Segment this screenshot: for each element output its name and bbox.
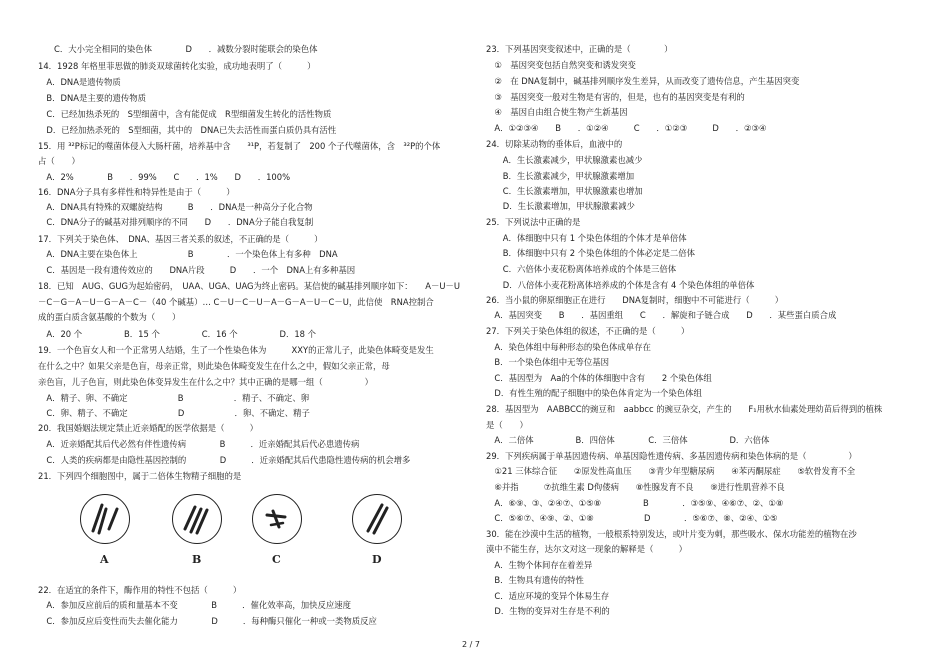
text-line: A．体细胞中只有 1 个染色体组的个体才是单倍体 <box>486 233 687 243</box>
text-line: 16．DNA分子具有多样性和特异性是由于（ ） <box>38 187 235 197</box>
text-line: 30．能在沙漠中生活的植物，一般根系特别发达，或叶片变为刺，那些吸水、保水功能差的植物在沙 <box>486 529 857 539</box>
text-line: 23．下列基因突变叙述中，正确的是（ ） <box>486 44 673 54</box>
text-line: C．适应环境的变异个体易生存 <box>486 591 610 601</box>
text-line: －C－G－A－U－G－A－C－（40 个碱基）… C－U－C－U－A－G－A－U－C－U，此信使 RNA控制合 <box>38 297 434 307</box>
text-line: D．八倍体小麦花粉离体培养成的个体是含有 4 个染色体组的单倍体 <box>486 280 755 290</box>
text-line: ④ 基因自由组合使生物产生新基因 <box>486 107 628 117</box>
text-line: 15．用 ³²P标记的噬菌体侵入大肠杆菌，培养基中含 ³¹P，若复制了 200 个子代噬菌体，含 ³²P的个体 <box>38 141 441 151</box>
text-line: A．参加反应前后的质和量基本不变 B ．催化效率高，加快反应速度 <box>38 600 351 610</box>
text-line: 25．下列说法中正确的是 <box>486 217 581 227</box>
text-line: ⑥并指 ⑦抗维生素 D佝偻病 ⑧性腺发育不良 ⑨进行性肌营养不良 <box>486 482 785 492</box>
text-line: B．生长激素减少，甲状腺激素增加 <box>486 171 635 181</box>
text-line: A．染色体组中每种形态的染色体成单存在 <box>486 342 651 352</box>
text-line: A．生物个体间存在着差异 <box>486 560 593 570</box>
text-line: D．生物的变异对生存是不利的 <box>486 606 610 616</box>
text-line: C．⑤⑥⑦、④⑨、②、①⑧ D ．⑤⑥⑦、⑧、②④、①⑤ <box>486 513 778 523</box>
text-line: B．生物具有遗传的特性 <box>486 575 584 585</box>
cell-diagrams <box>80 494 410 576</box>
text-line: B．一个染色体组中无等位基因 <box>486 357 609 367</box>
text-line: A．DNA具有特殊的双螺旋结构 B ．DNA是一种高分子化合物 <box>38 202 313 212</box>
text-line: A．⑥⑨、③、②④⑦、①⑤⑧ B ．③⑤⑨、④⑥⑦、②、①⑧ <box>486 498 784 508</box>
text-line: 22．在适宜的条件下，酶作用的特性不包括（ ） <box>38 585 242 595</box>
cell-label: C <box>272 553 281 566</box>
text-line: D．有性生殖的配子细胞中的染色体肯定为一个染色体组 <box>486 388 702 398</box>
text-line: A．2% B ．99% C ．1% D ．100% <box>38 172 291 182</box>
text-line: 29．下列疾病属于单基因遗传病、单基因隐性遗传病、多基因遗传病和染色体病的是（ ） <box>486 451 857 461</box>
text-line: 漠中不能生存，达尔文对这一现象的解释是（ ） <box>486 544 687 554</box>
chromosome-icon <box>81 495 129 543</box>
text-line: A．基因突变 B ．基因重组 C ．解旋和子链合成 D ．某些蛋白质合成 <box>486 310 837 320</box>
text-line: C．参加反应后变性而失去催化能力 D ．每种酶只催化一种或一类物质反应 <box>38 616 377 626</box>
text-line: 27．下列关于染色体组的叙述，不正确的是（ ） <box>486 326 690 336</box>
text-line: 26．当小鼠的卵原细胞正在进行 DNA复制时，细胞中不可能进行（ ） <box>486 295 784 305</box>
cell-label: B <box>192 553 202 566</box>
text-line: 在什么之中？如果父亲是色盲，母亲正常，则此染色体畸变发生在什么之中，假如父亲正常，母 <box>38 361 390 371</box>
cell-b <box>172 494 222 544</box>
cell-label: A <box>100 553 109 566</box>
text-line: A．DNA主要在染色体上 B ．一个染色体上有多种 DNA <box>38 249 338 259</box>
text-line: 21．下列四个细胞图中，属于二倍体生物精子细胞的是 <box>38 471 242 481</box>
text-line: 亲色盲，儿子色盲，则此染色体变异发生在什么之中？其中正确的是哪一组（ ） <box>38 377 373 387</box>
text-line: A．近亲婚配其后代必然有伴性遗传病 B ．近亲婚配其后代必患遗传病 <box>38 439 360 449</box>
text-line: ① 基因突变包括自然突变和诱发突变 <box>486 60 636 70</box>
text-line: D．生长激素增加，甲状腺激素减少 <box>486 201 635 211</box>
text-line: A．①②③④ B ．①②④ C ．①②③ D ．②③④ <box>486 123 767 133</box>
text-line: A．精子、卵、不确定 B ．精子、不确定、卵 <box>38 393 310 403</box>
page-number: 2 / 7 <box>462 640 480 649</box>
chromosome-icon <box>353 495 401 543</box>
text-line: 占（ ） <box>38 156 80 166</box>
text-line: C．人类的疾病都是由隐性基因控制的 D ．近亲婚配其后代患隐性遗传病的机会增多 <box>38 455 411 465</box>
chromosome-icon <box>253 495 301 543</box>
text-line: A．DNA是遗传物质 <box>38 77 121 87</box>
text-line: C．基因是一段有遗传效应的 DNA片段 D ．一个 DNA上有多种基因 <box>38 265 356 275</box>
text-line: A．20 个 B．15 个 C．16 个 D．18 个 <box>38 329 317 339</box>
text-line: C．大小完全相同的染色体 D ．减数分裂时能联会的染色体 <box>54 44 318 54</box>
text-line: C．生长激素增加，甲状腺激素也增加 <box>486 186 643 196</box>
text-line: C．基因型为 Aa的个体的体细胞中含有 2 个染色体组 <box>486 373 712 383</box>
text-line: ①21 三体综合征 ②原发性高血压 ③青少年型糖尿病 ④苯丙酮尿症 ⑤软骨发育不全 <box>486 466 856 476</box>
text-line: B．体细胞中只有 2 个染色体组的个体必定是二倍体 <box>486 248 696 258</box>
cell-label: D <box>372 553 382 566</box>
cell-c <box>252 494 302 544</box>
cell-a <box>80 494 130 544</box>
text-line: 20．我国婚姻法规定禁止近亲婚配的医学依据是（ ） <box>38 423 259 433</box>
chromosome-icon <box>173 495 221 543</box>
text-line: 14．1928 年格里菲思做的肺炎双球菌转化实验，成功地表明了（ ） <box>38 61 316 71</box>
text-line: 17．下列关于染色体、 DNA、基因三者关系的叙述，不正确的是（ ） <box>38 234 323 244</box>
text-line: C．六倍体小麦花粉离体培养成的个体是三倍体 <box>486 264 677 274</box>
text-line: 24．切除某动物的垂体后，血液中的 <box>486 139 623 149</box>
text-line: A．二倍体 B．四倍体 C．三倍体 D．六倍体 <box>486 435 770 445</box>
text-line: D．已经加热杀死的 S型细菌，其中的 DNA已失去活性而蛋白质仍具有活性 <box>38 125 337 135</box>
text-line: B．DNA是主要的遗传物质 <box>38 93 146 103</box>
text-line: 是（ ） <box>486 420 528 430</box>
text-line: 19．一个色盲女人和一个正常男人结婚，生了一个性染色体为 XXY的正常儿子，此染色体畸变是发生 <box>38 345 434 355</box>
cell-d <box>352 494 402 544</box>
text-line: C．已经加热杀死的 S型细菌中，含有能促成 R型细菌发生转化的活性物质 <box>38 109 332 119</box>
text-line: C．DNA分子的碱基对排列顺序的不同 D ．DNA分子能自我复制 <box>38 217 314 227</box>
text-line: 成的蛋白质含氨基酸的个数为（ ） <box>38 312 181 322</box>
text-line: ③ 基因突变一般对生物是有害的，但是，也有的基因突变是有利的 <box>486 92 745 102</box>
text-line: 28．基因型为 AABBCC的豌豆和 aabbcc 的豌豆杂交，产生的 F₁用秋水仙素处理幼苗后得到的植株 <box>486 404 883 414</box>
text-line: A．生长激素减少，甲状腺激素也减少 <box>486 155 643 165</box>
text-line: ② 在 DNA复制中，碱基排列顺序发生差异，从而改变了遗传信息，产生基因突变 <box>486 76 800 86</box>
text-line: C．卵、精子、不确定 D ．卵、不确定、精子 <box>38 408 310 418</box>
text-line: 18．已知 AUG、GUG为起始密码， UAA、UGA、UAG为终止密码。某信使的碱基排列顺序如下： A－U－U <box>38 281 460 291</box>
